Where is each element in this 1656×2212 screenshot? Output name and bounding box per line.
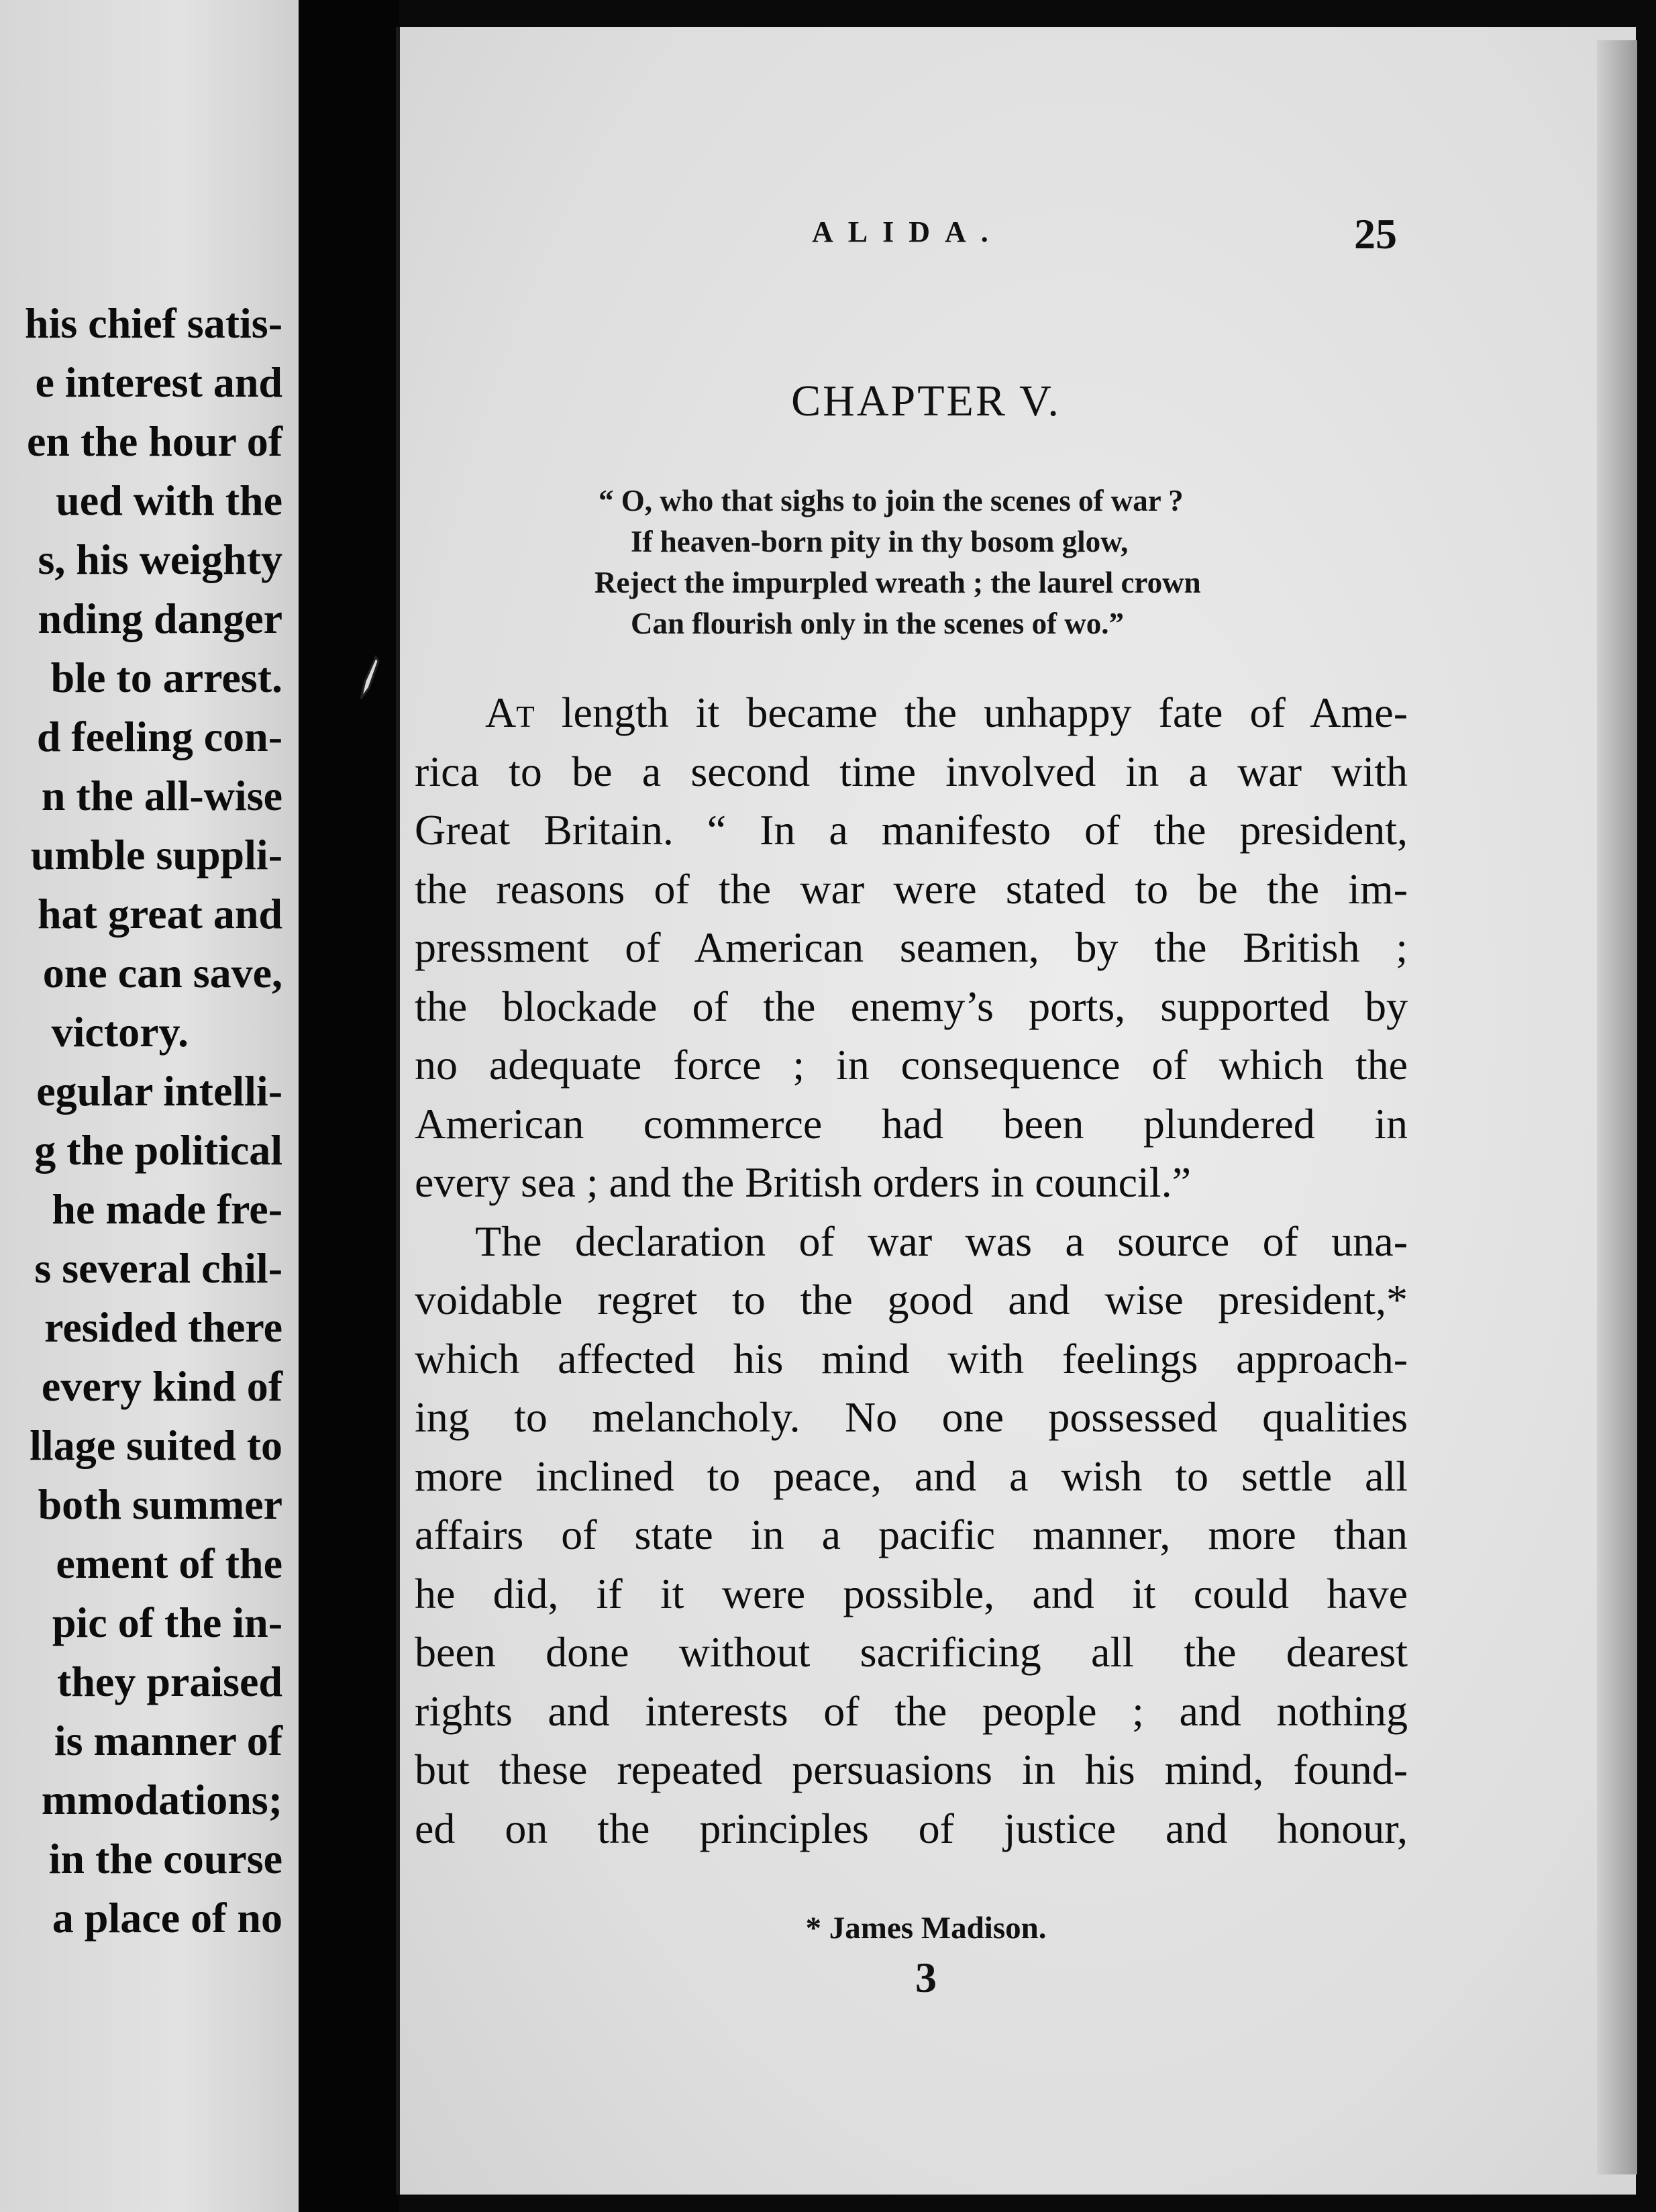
left-page-line: victory. — [51, 1008, 189, 1056]
body-line: been done without sacrificing all the dearest — [415, 1628, 1408, 1676]
left-page-line: ued with the — [56, 476, 282, 524]
body-text — [415, 683, 1408, 1858]
body-line: Great Britain. “ In a manifesto of the president, — [415, 806, 1408, 854]
left-page-line: ement of the — [56, 1540, 282, 1587]
body-line: but these repeated persuasions in his mind, found- — [415, 1746, 1408, 1793]
body-line: the reasons of the war were stated to be the im- — [415, 864, 1408, 913]
epigraph — [590, 481, 1315, 644]
running-title: ALIDA. — [812, 215, 1003, 248]
left-page-line: mmodations; — [41, 1776, 282, 1823]
left-page-line: he made fre- — [52, 1185, 282, 1233]
body-line: The declaration of war was a source of una- — [475, 1217, 1408, 1265]
left-page-line: pic of the in- — [52, 1599, 282, 1646]
left-page-line: egular intelli- — [36, 1067, 282, 1115]
left-page-line: g the political — [34, 1126, 282, 1174]
body-line: ing to melancholy. No one possessed qualities — [415, 1393, 1408, 1441]
body-line: rights and interests of the people ; and nothing — [415, 1687, 1408, 1735]
left-page-line: hat great and — [37, 890, 282, 938]
body-line: American commerce had been plundered in — [415, 1099, 1408, 1148]
epigraph-line: Reject the impurpled wreath ; the laurel crown — [594, 566, 1201, 599]
left-page-line: ble to arrest. — [50, 654, 282, 701]
left-page-line: en the hour of — [26, 417, 282, 465]
left-page-line: n the all-wise — [41, 772, 282, 819]
body-line: he did, if it were possible, and it could have — [415, 1569, 1408, 1617]
epigraph-line: If heaven-born pity in thy bosom glow, — [631, 525, 1129, 558]
body-line: voidable regret to the good and wise president,* — [415, 1276, 1408, 1323]
left-page-line: both summer — [38, 1480, 282, 1528]
footnote: * James Madison. — [805, 1911, 1047, 1946]
page-edge-shadow — [1597, 40, 1637, 2174]
body-line: ed on the principles of justice and honour, — [415, 1804, 1408, 1852]
chapter-title: CHAPTER V. — [791, 376, 1061, 425]
epigraph-line: Can flourish only in the scenes of wo.” — [631, 607, 1125, 640]
left-page-line: resided there — [44, 1303, 282, 1351]
left-page-line: s, his weighty — [38, 536, 282, 583]
left-page-line: s several chil- — [34, 1244, 282, 1292]
body-line: pressment of American seamen, by the British ; — [415, 923, 1408, 971]
left-page-line: in the course — [48, 1835, 282, 1882]
left-page-line: his chief satis- — [25, 299, 282, 347]
left-page-line: a place of no — [52, 1894, 282, 1942]
pencil-mark-icon — [356, 654, 382, 701]
left-page-line: one can save, — [42, 949, 282, 997]
left-page-line: is manner of — [54, 1717, 282, 1764]
body-line-text: length it became the unhappy fate of Ame- — [534, 689, 1408, 736]
body-line — [415, 683, 1408, 742]
body-line: affairs of state in a pacific manner, more than — [415, 1511, 1408, 1558]
epigraph-line: “ O, who that sighs to join the scenes of war ? — [599, 484, 1184, 517]
left-page-line: they praised — [57, 1658, 282, 1705]
left-page-line: e interest and — [35, 358, 282, 406]
page-number: 25 — [1354, 210, 1397, 258]
body-line: which affected his mind with feelings approach- — [415, 1334, 1408, 1382]
body-line: every sea ; and the British orders in council.” — [415, 1158, 1191, 1206]
left-page-text — [0, 294, 282, 1948]
left-page-line: every kind of — [41, 1362, 282, 1410]
left-page-line: llage suited to — [30, 1421, 282, 1469]
book-gutter — [299, 0, 399, 2212]
body-line: no adequate force ; in consequence of which the — [415, 1041, 1408, 1089]
body-line: more inclined to peace, and a wish to settle all — [415, 1452, 1408, 1500]
body-line: rica to be a second time involved in a war with — [415, 747, 1408, 795]
left-page-line: umble suppli- — [30, 831, 282, 878]
signature-mark: 3 — [915, 1954, 937, 2001]
left-page-line: nding danger — [38, 595, 282, 642]
drop-word: At — [485, 689, 535, 736]
body-line: the blockade of the enemy’s ports, supported by — [415, 982, 1408, 1030]
left-page-line: d feeling con- — [36, 713, 282, 760]
left-facing-page — [0, 0, 299, 2212]
